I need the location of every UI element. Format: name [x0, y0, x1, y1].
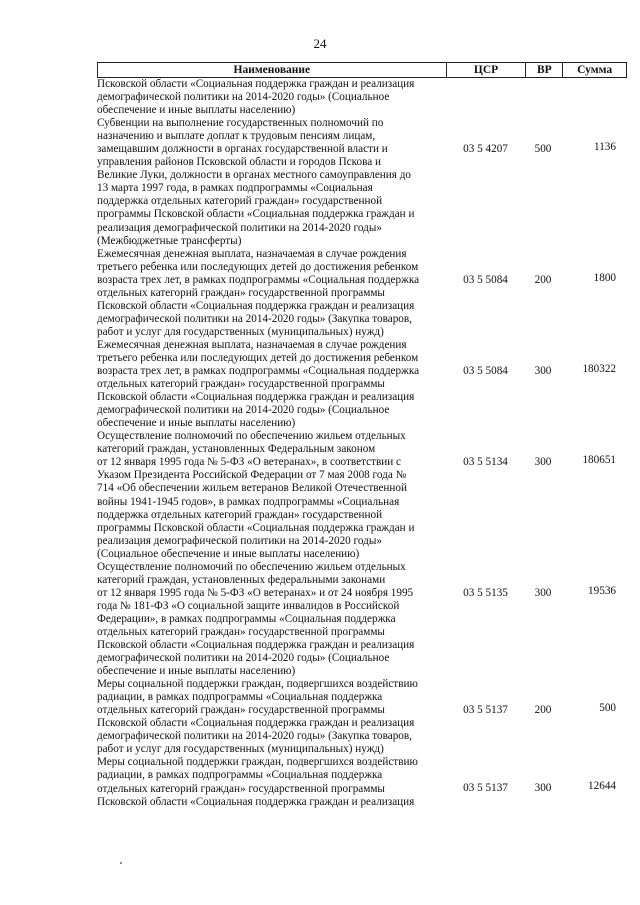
name-line: поддержка отдельных категорий граждан» государственной: [97, 508, 383, 521]
budget-table: [97, 62, 627, 809]
cell-name: [97, 117, 446, 247]
name-line: третьего ребенка или последующих детей до достижения ребенком: [97, 260, 419, 273]
cell-csr: [446, 78, 525, 117]
cell-vr: [525, 78, 561, 117]
cell-name: [97, 430, 446, 560]
name-line: Псковской области «Социальная поддержка граждан и реализация: [97, 391, 415, 404]
cell-name: [97, 756, 446, 808]
cell-vr: 500: [534, 143, 552, 156]
name-line: Ежемесячная денежная выплата, назначаемая в случае рождения: [97, 247, 407, 260]
name-line: отдельных категорий граждан» государственной программы: [97, 286, 385, 299]
name-line: демографической политики на 2014-2020 годы» (Социальное: [97, 652, 390, 665]
header-name: Наименование: [98, 63, 447, 77]
table-row: [97, 339, 627, 430]
name-line: года № 181-ФЗ «О социальной защите инвалидов в Российской: [97, 599, 400, 612]
name-line: отдельных категорий граждан» государственной программы: [97, 704, 385, 717]
name-line: замещавшим должности в органах государственной власти и: [97, 143, 388, 156]
name-line: Указом Президента Российской Федерации от 7 мая 2008 года №: [97, 469, 407, 482]
cell-name: [97, 339, 446, 430]
name-line: Великие Луки, должности в органах местного самоуправления до: [97, 169, 412, 182]
name-line: Меры социальной поддержки граждан, подвергшихся воздействию: [97, 678, 418, 691]
name-line: отдельных категорий граждан» государственной программы: [97, 782, 385, 795]
name-line: Осуществление полномочий по обеспечению жильем отдельных: [97, 560, 406, 573]
name-line: демографической политики на 2014-2020 годы» (Закупка товаров,: [97, 730, 412, 743]
name-line: радиации, в рамках подпрограммы «Социальная поддержка: [97, 691, 383, 704]
name-line: работ и услуг для государственных (муниципальных) нужд): [97, 325, 384, 338]
name-line: возраста трех лет, в рамках подпрограммы «Социальная поддержка: [97, 273, 420, 286]
name-line: демографической политики на 2014-2020 годы» (Закупка товаров,: [97, 312, 412, 325]
name-line: Меры социальной поддержки граждан, подвергшихся воздействию: [97, 756, 418, 769]
name-line: Псковской области «Социальная поддержка граждан и реализация: [97, 795, 415, 808]
header-sum: Сумма: [563, 63, 627, 77]
cell-sum: 180322: [582, 362, 616, 375]
cell-name: [97, 678, 446, 756]
name-line: Псковской области «Социальная поддержка граждан и реализация: [97, 717, 415, 730]
cell-vr: 200: [534, 273, 552, 286]
cell-csr: 03 5 5134: [463, 456, 508, 469]
table-body: [97, 78, 627, 809]
table-row: [97, 117, 627, 247]
name-line: демографической политики на 2014-2020 годы» (Социальное: [97, 91, 390, 104]
name-line: Псковской области «Социальная поддержка граждан и реализация: [97, 639, 415, 652]
name-line: обеспечение и иные выплаты населению): [97, 104, 296, 117]
name-line: Осуществление полномочий по обеспечению жильем отдельных: [97, 430, 406, 443]
cell-sum: [561, 78, 624, 117]
cell-sum: 12644: [588, 780, 616, 793]
name-line: Псковской области «Социальная поддержка граждан и реализация: [97, 299, 415, 312]
name-line: отдельных категорий граждан» государственной программы: [97, 378, 385, 391]
cell-name: [97, 248, 446, 339]
table-row: [97, 78, 627, 117]
name-line: 714 «Об обеспечении жильем ветеранов Великой Отечественной: [97, 482, 407, 495]
name-line: Субвенции на выполнение государственных полномочий по: [97, 117, 384, 130]
table-row: [97, 430, 627, 560]
name-line: возраста трех лет, в рамках подпрограммы «Социальная поддержка: [97, 365, 420, 378]
cell-csr: 03 5 5084: [463, 364, 508, 377]
name-line: категорий граждан, установленных федеральными законами: [97, 573, 386, 586]
cell-name: [97, 78, 446, 117]
name-line: (Социальное обеспечение и иные выплаты населению): [97, 547, 360, 560]
cell-csr: 03 5 5135: [463, 586, 508, 599]
table-row: [97, 678, 627, 756]
cell-vr: 300: [534, 364, 552, 377]
name-line: обеспечение и иные выплаты населению): [97, 665, 296, 678]
cell-vr: 300: [534, 456, 552, 469]
name-line: от 12 января 1995 года № 5-ФЗ «О ветеранах», в соответствии с: [97, 456, 401, 469]
cell-csr: 03 5 4207: [463, 143, 508, 156]
name-line: управления районов Псковской области и городов Пскова и: [97, 156, 381, 169]
cell-name: [97, 561, 446, 678]
name-line: категорий граждан, установленных Федеральным законом: [97, 443, 376, 456]
header-csr: ЦСР: [447, 63, 527, 77]
name-line: назначению и выплате доплат к трудовым пенсиям лицам,: [97, 130, 376, 143]
table-header: [97, 62, 627, 78]
scan-speck: [120, 862, 122, 864]
cell-sum: 1136: [594, 141, 616, 154]
name-line: третьего ребенка или последующих детей до достижения ребенком: [97, 351, 419, 364]
name-line: радиации, в рамках подпрограммы «Социальная поддержка: [97, 769, 383, 782]
name-line: от 12 января 1995 года № 5-ФЗ «О ветеранах» и от 24 ноября 1995: [97, 586, 414, 599]
name-line: демографической политики на 2014-2020 годы» (Социальное: [97, 404, 390, 417]
name-line: войны 1941-1945 годов», в рамках подпрограммы «Социальная: [97, 495, 400, 508]
cell-sum: 19536: [588, 584, 616, 597]
page-number: 24: [313, 36, 327, 51]
cell-csr: 03 5 5137: [463, 704, 508, 717]
name-line: 13 марта 1997 года, в рамках подпрограммы «Социальная: [97, 182, 373, 195]
cell-sum: 500: [599, 702, 616, 715]
table-row: [97, 756, 627, 808]
name-line: программы Псковской области «Социальная поддержка граждан и: [97, 521, 415, 534]
table-row: [97, 248, 627, 339]
cell-csr: 03 5 5084: [463, 273, 508, 286]
name-line: реализация демографической политики на 2014-2020 годы»: [97, 534, 382, 547]
name-line: Псковской области «Социальная поддержка граждан и реализация: [97, 78, 415, 90]
name-line: программы Псковской области «Социальная поддержка граждан и: [97, 208, 415, 221]
name-line: работ и услуг для государственных (муниципальных) нужд): [97, 743, 384, 756]
name-line: обеспечение и иные выплаты населению): [97, 417, 296, 430]
header-vr: ВР: [526, 63, 563, 77]
name-line: поддержка отдельных категорий граждан» государственной: [97, 195, 383, 208]
cell-csr: 03 5 5137: [463, 782, 508, 795]
name-line: отдельных категорий граждан» государственной программы: [97, 625, 385, 638]
name-line: (Межбюджетные трансферты): [97, 234, 242, 247]
cell-vr: 300: [534, 782, 552, 795]
cell-sum: 1800: [593, 271, 616, 284]
name-line: Федерации», в рамках подпрограммы «Социальная поддержка: [97, 612, 396, 625]
cell-vr: 300: [534, 586, 552, 599]
table-row: [97, 561, 627, 678]
cell-sum: 180651: [582, 454, 616, 467]
cell-vr: 200: [534, 704, 552, 717]
name-line: Ежемесячная денежная выплата, назначаемая в случае рождения: [97, 338, 407, 351]
name-line: реализация демографической политики на 2014-2020 годы»: [97, 221, 382, 234]
